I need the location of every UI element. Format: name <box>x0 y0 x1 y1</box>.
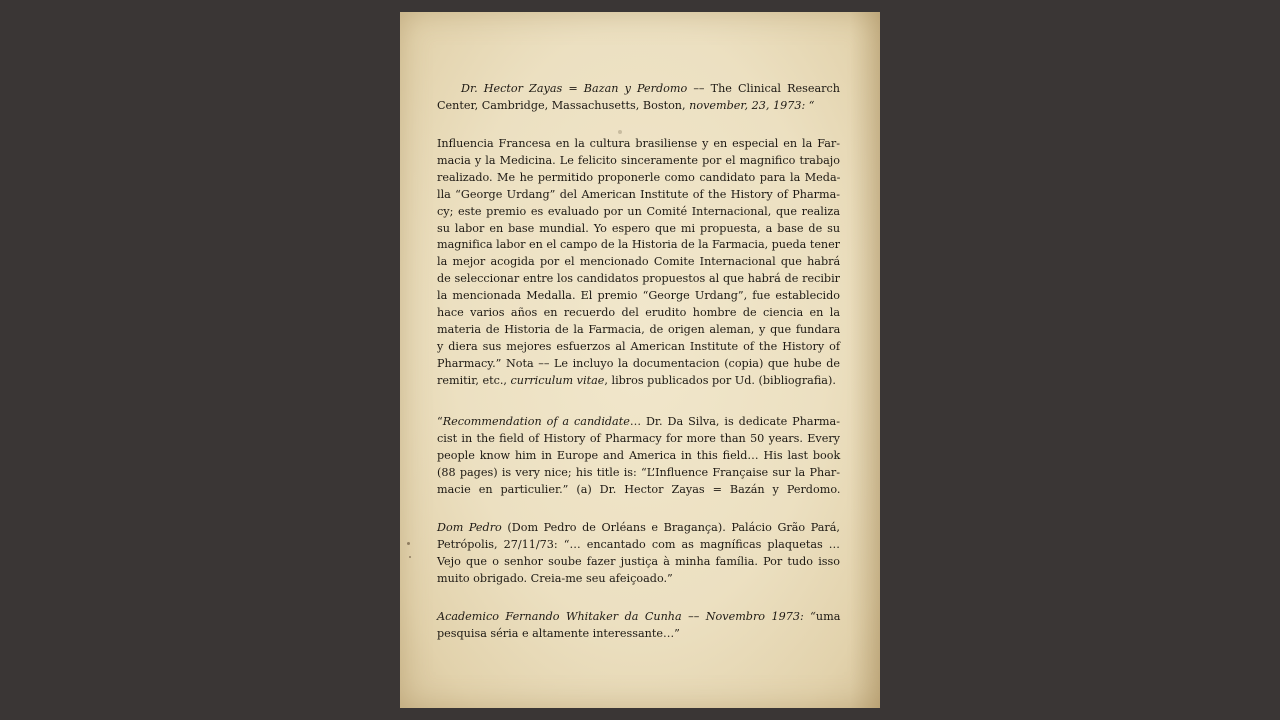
paragraph-2 <box>437 414 840 499</box>
text-line: cist in the field of History of Pharmacy for more than 50 years. Every <box>437 431 840 445</box>
text-line: materia de Historia de la Farmacia, de origen aleman, y que fundara <box>437 322 841 336</box>
document-page <box>400 12 880 708</box>
paragraph-3 <box>437 520 840 588</box>
text-line: macie en particulier.” (a) Dr. Hector Zayas = Bazán y Perdomo. <box>437 482 841 496</box>
text-line: macia y la Medicina. Le felicito sinceramente por el magnifico trabajo <box>437 153 840 167</box>
text-line: cy; este premio es evaluado por un Comité Internacional, que realiza <box>437 204 840 218</box>
text-line: muito obrigado. Creia-me seu afeiçoado.” <box>437 571 673 585</box>
paragraph-1 <box>437 136 840 390</box>
text-line: Pharmacy.” Nota –– Le incluyo la documentacion (copia) que hube de <box>437 356 840 370</box>
text-line: pesquisa séria e altamente interessante…” <box>437 626 680 640</box>
text-line: Dom Pedro (Dom Pedro de Orléans e Bragança). Palácio Grão Pará, <box>437 521 840 534</box>
text-line: remitir, etc., curriculum vitae, libros publicados por Ud. (bibliografia). <box>437 373 836 387</box>
text-line: realizado. Me he permitido proponerle como candidato para la Meda- <box>437 170 841 184</box>
paragraph-4 <box>437 609 840 643</box>
text-line: su labor en base mundial. Yo espero que mi propuesta, a base de su <box>437 221 841 235</box>
letter-date: november, 23, 1973: “ <box>689 98 815 112</box>
text-line: Petrópolis, 27/11/73: “… encantado com as magníficas plaquetas … <box>437 537 840 551</box>
paper-speck <box>618 130 622 134</box>
text-line: Vejo que o senhor soube fazer justiça à minha família. Por tudo isso <box>437 554 840 568</box>
text-line: Academico Fernando Whitaker da Cunha –– Novembro 1973: “uma <box>437 610 841 623</box>
paper-speck <box>407 542 410 545</box>
text-line: lla “George Urdang” del American Institute of the History of Pharma- <box>437 187 841 201</box>
text-line: la mencionada Medalla. El premio “George Urdang”, fue establecido <box>437 289 840 303</box>
text-line: y diera sus mejores esfuerzos al American Institute of the History of <box>437 339 840 353</box>
text-line: (88 pages) is very nice; his title is: “L’Influence Française sur la Phar- <box>437 465 840 479</box>
header-line-2: Center, Cambridge, Massachusetts, Boston, november, 23, 1973: “ <box>437 98 815 112</box>
text-line: la mejor acogida por el mencionado Comite Internacional que habrá <box>437 255 841 269</box>
text-line: people know him in Europe and America in this field… His last book <box>437 448 841 462</box>
text-line: “Recommendation of a candidate… Dr. Da Silva, is dedicate Pharma- <box>437 415 840 428</box>
text-line: Influencia Francesa en la cultura brasiliense y en especial en la Far- <box>437 137 840 150</box>
paper-speck <box>409 556 411 558</box>
text-line: hace varios años en recuerdo del erudito hombre de ciencia en la <box>437 306 840 320</box>
letter-header <box>437 81 840 115</box>
sender-name: Dr. Hector Zayas = Bazan y Perdomo <box>461 82 688 95</box>
header-line-1: Dr. Hector Zayas = Bazan y Perdomo –– The Clinical Research <box>461 82 840 95</box>
text-line: de seleccionar entre los candidatos propuestos al que habrá de recibir <box>437 272 840 286</box>
text-line: magnifica labor en el campo de la Historia de la Farmacia, pueda tener <box>437 238 840 252</box>
